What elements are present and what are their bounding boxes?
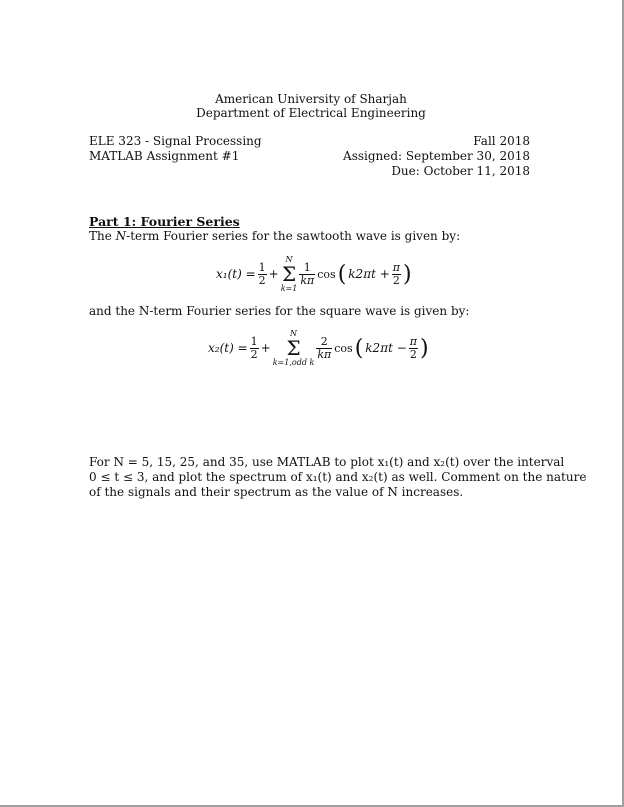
assigned-date: Assigned: September 30, 2018 [343,149,530,163]
eq2-coef-fraction [316,336,332,361]
assignment-title: MATLAB Assignment #1 [89,149,240,163]
eq1-half-den: 2 [258,273,266,287]
eq1-pi-den: 2 [392,273,400,287]
eq2-half-fraction [250,336,259,361]
eq2-arg: k2πt − [365,341,407,355]
left-paren-icon: ( [354,335,364,361]
eq1-coef-den: kπ [300,273,315,287]
eq1-pi-fraction [392,262,401,287]
eq1-cos: cos [317,267,336,281]
eq1-sum-upper: N [285,255,293,264]
right-paren-icon: ) [403,261,412,287]
eq2-sum-upper: N [290,329,298,338]
eq2-coef-den: kπ [317,347,332,361]
course-title: ELE 323 - Signal Processing [89,134,262,148]
eq2-half-num: 1 [250,334,258,348]
eq2-coef-num: 2 [316,336,332,349]
sigma-symbol: Σ [281,262,297,286]
right-paren-icon: ) [420,335,429,361]
intro-prefix: The [89,229,116,243]
eq1-pi-num: π [392,260,400,274]
between-sentence: and the N-term Fourier series for the square wave is given by: [89,304,470,318]
eq2-summation [273,329,315,367]
task-line-1: For N = 5, 15, 25, and 35, use MATLAB to plot x₁(t) and x₂(t) over the interval [89,455,565,469]
due-date: Due: October 11, 2018 [391,164,530,178]
eq1-half-fraction [258,262,267,287]
eq1-summation [281,255,298,293]
eq1-sum-lower: k=1 [280,284,298,293]
university-name: American University of Sharjah [215,92,407,106]
department-name: Department of Electrical Engineering [196,106,426,120]
intro-variable: N [115,229,127,243]
eq1-plus: + [268,267,279,281]
equation-sawtooth [215,255,413,293]
intro-suffix: -term Fourier series for the sawtooth wave is given by: [126,229,461,243]
eq2-cos: cos [334,341,353,355]
intro-sentence [89,229,460,244]
eq1-coef-fraction [299,262,315,287]
left-paren-icon: ( [337,261,347,287]
eq1-half-num: 1 [258,260,266,274]
term: Fall 2018 [473,134,530,148]
eq2-plus: + [260,341,271,355]
section-heading: Part 1: Fourier Series [89,214,240,229]
eq2-lhs: x₂(t) = [208,341,248,355]
eq2-pi-num: π [409,334,417,348]
task-line-3: of the signals and their spectrum as the value of N increases. [89,485,464,499]
eq1-coef-num: 1 [299,262,315,275]
eq2-half-den: 2 [250,347,258,361]
sigma-symbol: Σ [286,336,301,360]
eq2-pi-fraction [409,336,418,361]
eq2-pi-den: 2 [409,347,417,361]
eq2-sum-lower: k=1,odd k [272,358,315,367]
equation-square [207,329,430,367]
eq1-arg: k2πt + [348,267,390,281]
eq1-lhs: x₁(t) = [216,267,256,281]
task-line-2: 0 ≤ t ≤ 3, and plot the spectrum of x₁(t) and x₂(t) as well. Comment on the nature [89,470,587,484]
